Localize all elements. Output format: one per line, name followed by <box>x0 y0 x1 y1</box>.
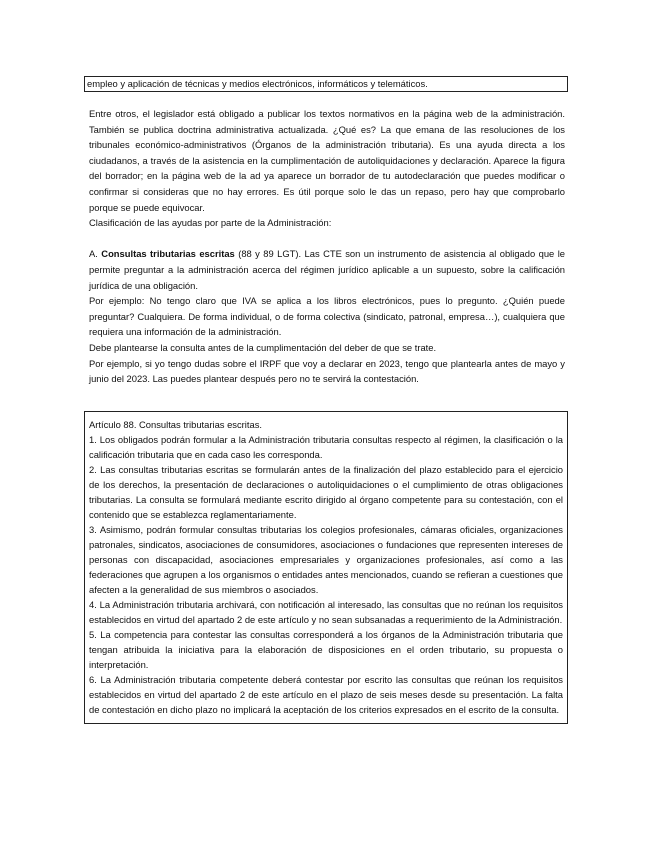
article-item: 4. La Administración tributaria archivará, con notificación al interesado, las consultas que no reúnan los requisitos establecidos en virtud del apartado 2 de este artículo y no sean subsanadas a requerimiento de la Administración. <box>89 599 563 625</box>
paragraph-plazo: Debe plantearse la consulta antes de la cumplimentación del deber de que se trate. <box>89 341 437 353</box>
article-item: 3. Asimismo, podrán formular consultas tributarias los colegios profesionales, cámaras oficiales, organizaciones patronales, sindicatos, asociaciones de consumidores, asociaciones o fundaciones que representen intereses de personas con discapacidad, asociaciones empresariales y organizaciones profesionales, así como a las federaciones que agrupen a los organismos o entidades antes mencionados, cuando se refieran a cuestiones que afecten a la generalidad de sus miembros o asociados. <box>89 524 563 595</box>
body-text <box>89 106 565 387</box>
paragraph-ejemplo-irpf: Por ejemplo, si yo tengo dudas sobre el IRPF que voy a declarar en 2023, tengo que plantearla antes de mayo y junio del 2023. Las puedes plantear después pero no te servirá la contestación. <box>89 357 565 385</box>
paragraph-consultas-prefix: A. <box>89 248 102 260</box>
paragraph-clasificacion: Clasificación de las ayudas por parte de la Administración: <box>89 217 332 229</box>
article-88-box <box>84 411 568 724</box>
article-item: 1. Los obligados podrán formular a la Administración tributaria consultas respecto al régimen, la clasificación o la calificación tributaria que en cada caso les corresponda. <box>89 434 563 460</box>
article-item: 5. La competencia para contestar las consultas corresponderá a los órganos de la Administración tributaria que tengan atribuida la iniciativa para la elaboración de disposiciones en el orden tributario, su propuesta o interpretación. <box>89 629 563 670</box>
article-title: Artículo 88. Consultas tributarias escritas. <box>89 419 262 430</box>
paragraph-ejemplo-iva: Por ejemplo: No tengo claro que IVA se aplica a los libros electrónicos, pues lo pregunto. ¿Quién puede preguntar? Cualquiera. De forma individual, o de forma colectiva (sindicato, patronal, empresa…), cualquiera que requiera una información de la administración. <box>89 295 565 338</box>
article-item: 6. La Administración tributaria competente deberá contestar por escrito las consultas que reúnan los requisitos establecidos en virtud del apartado 2 de este artículo en el plazo de seis meses desde su presentación. La falta de contestación en dicho plazo no implicará la aceptación de los criterios expresados en el escrito de la consulta. <box>89 674 563 715</box>
paragraph-consultas-rest: (88 y 89 LGT). Las CTE son un instrumento de asistencia al obligado que le permite preguntar a la administración acerca del régimen jurídico aplicable a un supuesto, sobre la calificación jurídica de una obligación. <box>89 248 565 291</box>
article-item: 2. Las consultas tributarias escritas se formularán antes de la finalización del plazo establecido para el ejercicio de los derechos, la presentación de declaraciones o autoliquidaciones o el cumplimiento de otras obligaciones tributarias. La consulta se formulará mediante escrito dirigido al órgano competente para su contestación, con el contenido que se establezca reglamentariamente. <box>89 464 563 520</box>
paragraph-publicacion: Entre otros, el legislador está obligado a publicar los textos normativos en la página web de la administración. También se publica doctrina administrativa actualizada. ¿Qué es? La que emana de las resoluciones de los tribunales económico-administrativos (Órganos de la administración tributaria). Es una ayuda directa a los ciudadanos, a través de la asistencia en la cumplimentación de autoliquidaciones y declaración. Aparece la figura del borrador; en la página web de la ad ya aparece un borrador de tu autodeclaración que puedes modificar o confirmar si consideras que no hay errores. Es útil porque solo le das un repaso, pero hay que comprobarlo porque se puede equivocar. <box>89 108 565 213</box>
continued-quote-text: empleo y aplicación de técnicas y medios electrónicos, informáticos y telemáticos. <box>87 78 428 89</box>
paragraph-consultas <box>89 246 565 293</box>
consultas-heading: Consultas tributarias escritas <box>101 248 235 260</box>
continued-quote-box <box>84 76 568 92</box>
